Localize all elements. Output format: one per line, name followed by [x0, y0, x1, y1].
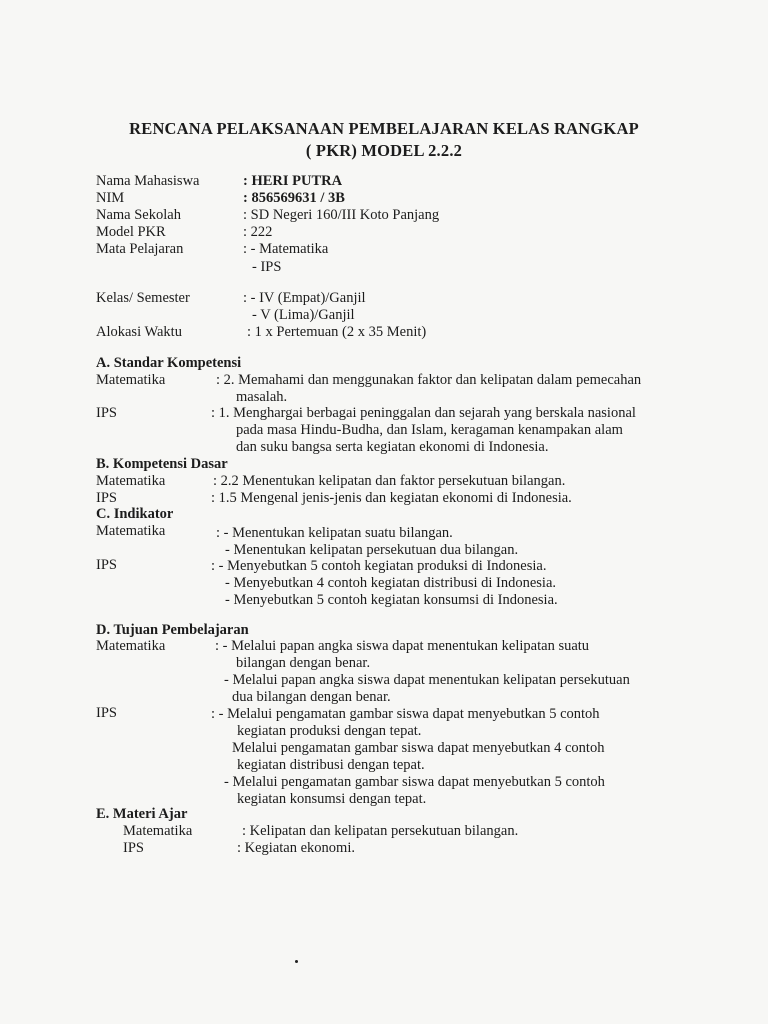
tp-matematika-line-1: : - Melalui papan angka siswa dapat menentukan kelipatan suatu	[215, 638, 590, 654]
heading-materi-ajar: E. Materi Ajar	[96, 806, 188, 822]
ma-ips-line: : Kegiatan ekonomi.	[237, 840, 355, 856]
tp-ips-line-6: kegiatan konsumsi dengan tepat.	[237, 791, 427, 807]
label-mata-pelajaran: Mata Pelajaran	[96, 241, 184, 257]
tp-matematika-label: Matematika	[96, 638, 166, 654]
ind-ips-label: IPS	[96, 557, 117, 573]
ind-ips-line-2: - Menyebutkan 4 contoh kegiatan distribusi di Indonesia.	[225, 575, 557, 591]
label-model-pkr: Model PKR	[96, 224, 166, 240]
sk-ips-line-1: : 1. Menghargai berbagai peninggalan dan sejarah yang berskala nasional	[211, 405, 636, 421]
ma-matematika-line: : Kelipatan dan kelipatan persekutuan bilangan.	[242, 823, 519, 839]
sk-matematika-label: Matematika	[96, 372, 166, 388]
ma-matematika-label: Matematika	[123, 823, 193, 839]
scan-speck	[295, 960, 298, 963]
tp-ips-line-5: - Melalui pengamatan gambar siswa dapat menyebutkan 5 contoh	[224, 774, 605, 790]
kd-ips-line: : 1.5 Mengenal jenis-jenis dan kegiatan ekonomi di Indonesia.	[211, 490, 572, 506]
sk-matematika-line-2: masalah.	[236, 389, 288, 405]
tp-ips-line-1: : - Melalui pengamatan gambar siswa dapat menyebutkan 5 contoh	[211, 706, 600, 722]
kd-matematika-line: : 2.2 Menentukan kelipatan dan faktor persekutuan bilangan.	[213, 473, 566, 489]
ind-ips-line-1: : - Menyebutkan 5 contoh kegiatan produksi di Indonesia.	[211, 558, 547, 574]
document-title: RENCANA PELAKSANAAN PEMBELAJARAN KELAS RANGKAP	[129, 119, 639, 138]
value-alokasi-waktu: : 1 x Pertemuan (2 x 35 Menit)	[247, 324, 427, 340]
kd-ips-label: IPS	[96, 490, 117, 506]
ind-ips-line-3: - Menyebutkan 5 contoh kegiatan konsumsi di Indonesia.	[225, 592, 558, 608]
ind-matematika-line-1: : - Menentukan kelipatan suatu bilangan.	[216, 525, 453, 541]
kd-matematika-label: Matematika	[96, 473, 166, 489]
tp-ips-line-3: Melalui pengamatan gambar siswa dapat menyebutkan 4 contoh	[232, 740, 605, 756]
tp-ips-line-4: kegiatan distribusi dengan tepat.	[237, 757, 425, 773]
value-nama-mahasiswa: : HERI PUTRA	[243, 173, 343, 189]
tp-matematika-line-4: dua bilangan dengan benar.	[232, 689, 391, 705]
sk-matematika-line-1: : 2. Memahami dan menggunakan faktor dan kelipatan dalam pemecahan	[216, 372, 642, 388]
label-nim: NIM	[96, 190, 125, 206]
tp-ips-line-2: kegiatan produksi dengan tepat.	[237, 723, 422, 739]
value-model-pkr: : 222	[243, 224, 273, 240]
tp-matematika-line-2: bilangan dengan benar.	[236, 655, 371, 671]
document-subtitle: ( PKR) MODEL 2.2.2	[305, 141, 463, 160]
tp-matematika-line-3: - Melalui papan angka siswa dapat menentukan kelipatan persekutuan	[224, 672, 630, 688]
value-kelas-semester-2: - V (Lima)/Ganjil	[252, 307, 355, 323]
ma-ips-label: IPS	[123, 840, 144, 856]
label-nama-sekolah: Nama Sekolah	[96, 207, 181, 223]
heading-tujuan-pembelajaran: D. Tujuan Pembelajaran	[96, 622, 249, 638]
heading-indikator: C. Indikator	[96, 506, 174, 522]
sk-ips-line-2: pada masa Hindu-Budha, dan Islam, keragaman kenampakan alam	[236, 422, 623, 438]
sk-ips-line-3: dan suku bangsa serta kegiatan ekonomi di Indonesia.	[236, 439, 549, 455]
value-mata-pelajaran-2: - IPS	[252, 259, 282, 275]
value-nama-sekolah: : SD Negeri 160/III Koto Panjang	[243, 207, 440, 223]
value-mata-pelajaran-1: : - Matematika	[243, 241, 329, 257]
tp-ips-label: IPS	[96, 705, 117, 721]
label-nama-mahasiswa: Nama Mahasiswa	[96, 173, 200, 189]
label-kelas-semester: Kelas/ Semester	[96, 290, 190, 306]
heading-kompetensi-dasar: B. Kompetensi Dasar	[96, 456, 228, 472]
value-kelas-semester-1: : - IV (Empat)/Ganjil	[243, 290, 366, 306]
ind-matematika-label: Matematika	[96, 523, 166, 539]
heading-standar-kompetensi: A. Standar Kompetensi	[96, 355, 242, 371]
ind-matematika-line-2: - Menentukan kelipatan persekutuan dua bilangan.	[225, 542, 519, 558]
sk-ips-label: IPS	[96, 405, 117, 421]
value-nim: : 856569631 / 3B	[243, 190, 345, 206]
label-alokasi-waktu: Alokasi Waktu	[96, 324, 182, 340]
